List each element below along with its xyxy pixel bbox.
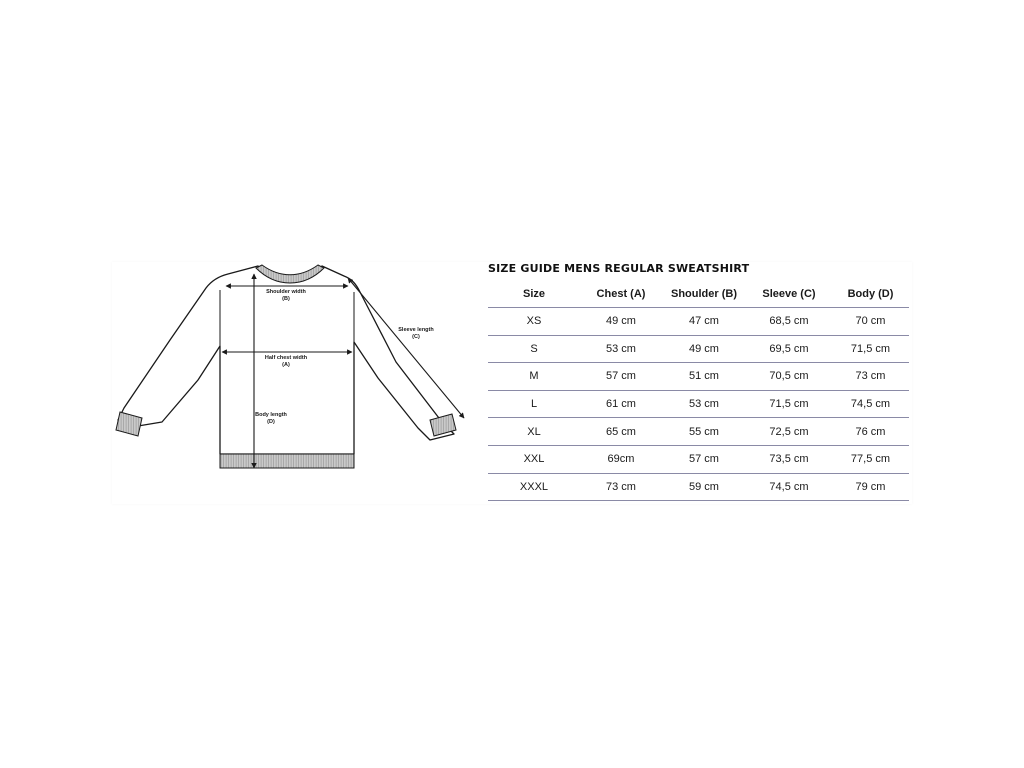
header-size: Size (488, 280, 580, 308)
header-sleeve: Sleeve (C) (746, 280, 832, 308)
chest-cell: 69cm (580, 445, 662, 473)
sweatshirt-diagram (108, 258, 478, 488)
shoulder-cell: 47 cm (662, 308, 746, 336)
sleeve-length-code: (C) (412, 333, 420, 340)
body-length-label (248, 412, 294, 425)
chest-cell: 73 cm (580, 473, 662, 501)
shoulder-cell: 57 cm (662, 445, 746, 473)
chest-cell: 61 cm (580, 390, 662, 418)
shoulder-cell: 55 cm (662, 418, 746, 446)
body-length-code: (D) (267, 418, 275, 425)
shoulder-cell: 59 cm (662, 473, 746, 501)
table-row (488, 473, 909, 501)
body-cell: 74,5 cm (832, 390, 909, 418)
sleeve-cell: 73,5 cm (746, 445, 832, 473)
table-row (488, 390, 909, 418)
sleeve-length-text: Sleeve length (398, 327, 434, 333)
table-row (488, 445, 909, 473)
chest-cell: 49 cm (580, 308, 662, 336)
sleeve-cell: 70,5 cm (746, 363, 832, 391)
size-cell: XL (488, 418, 580, 446)
table-row (488, 335, 909, 363)
size-cell: L (488, 390, 580, 418)
shoulder-cell: 51 cm (662, 363, 746, 391)
sleeve-cell: 71,5 cm (746, 390, 832, 418)
table-header-row (488, 280, 909, 308)
size-cell: XXXL (488, 473, 580, 501)
shoulder-cell: 53 cm (662, 390, 746, 418)
header-body: Body (D) (832, 280, 909, 308)
size-cell: XXL (488, 445, 580, 473)
half-chest-text: Half chest width (264, 355, 308, 361)
sleeve-cell: 69,5 cm (746, 335, 832, 363)
body-cell: 76 cm (832, 418, 909, 446)
body-length-text: Body length (255, 412, 287, 418)
header-chest: Chest (A) (580, 280, 662, 308)
shoulder-cell: 49 cm (662, 335, 746, 363)
size-table (488, 280, 909, 501)
sleeve-cell: 74,5 cm (746, 473, 832, 501)
chest-cell: 65 cm (580, 418, 662, 446)
body-cell: 70 cm (832, 308, 909, 336)
table-row (488, 308, 909, 336)
table-row (488, 418, 909, 446)
body-cell: 71,5 cm (832, 335, 909, 363)
body-cell: 77,5 cm (832, 445, 909, 473)
header-shoulder: Shoulder (B) (662, 280, 746, 308)
chest-cell: 57 cm (580, 363, 662, 391)
waistband-rib (220, 454, 354, 468)
sleeve-length-label (392, 327, 440, 340)
body-cell: 73 cm (832, 363, 909, 391)
size-cell: XS (488, 308, 580, 336)
table-row (488, 363, 909, 391)
sleeve-cell: 68,5 cm (746, 308, 832, 336)
size-cell: M (488, 363, 580, 391)
size-guide-title: SIZE GUIDE MENS REGULAR SWEATSHIRT (488, 262, 750, 275)
half-chest-label (256, 355, 316, 368)
shoulder-width-code: (B) (282, 295, 290, 302)
shoulder-width-label (256, 289, 316, 302)
body-cell: 79 cm (832, 473, 909, 501)
half-chest-code: (A) (282, 361, 290, 368)
shoulder-width-text: Shoulder width (266, 289, 306, 295)
size-guide (488, 262, 910, 501)
chest-cell: 53 cm (580, 335, 662, 363)
size-cell: S (488, 335, 580, 363)
sleeve-cell: 72,5 cm (746, 418, 832, 446)
